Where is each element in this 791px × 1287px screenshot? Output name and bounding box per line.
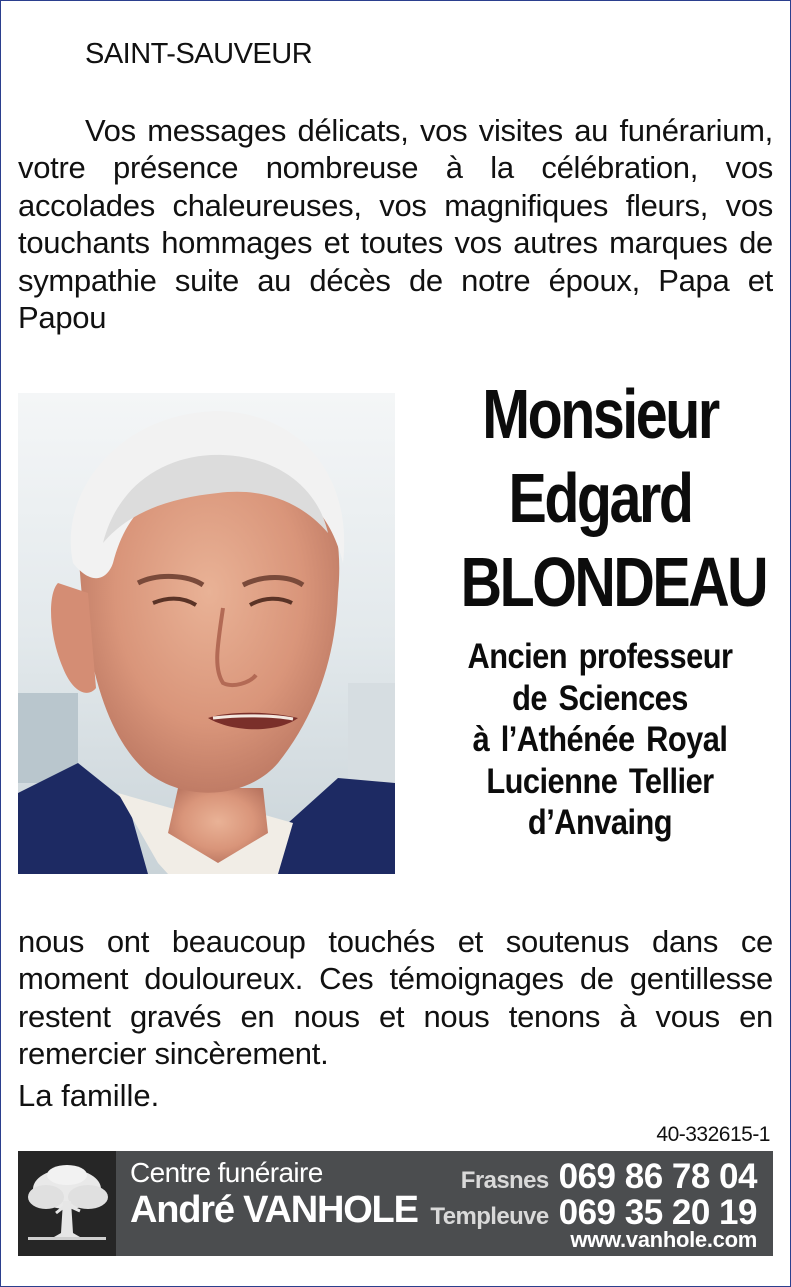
deceased-honorific: Monsieur: [482, 375, 718, 453]
portrait-photo: [18, 393, 395, 874]
closing-paragraph: nous ont beaucoup touchés et soutenus dans ce moment douloureux. Ces témoignages de gentillesse restent gravés en nous et nous tenons à vous en remercier sincèrement.: [18, 924, 773, 1072]
tree-icon: [18, 1151, 116, 1256]
deceased-titles: [430, 636, 770, 844]
deceased-last-name: BLONDEAU: [460, 543, 767, 621]
funeral-home-banner: [18, 1151, 773, 1256]
title-line: Lucienne Tellier: [486, 761, 714, 801]
intro-paragraph: Vos messages délicats, vos visites au funérarium, votre présence nombreuse à la célébration, vos accolades chaleureuses, vos magnifiques fleurs, vos touchants hommages et toutes vos autres marques de sympathie suite au décès de notre époux, Papa et Papou: [18, 113, 773, 336]
title-line: à l’Athénée Royal: [472, 720, 728, 759]
phone-row-frasnes: [461, 1157, 757, 1197]
phone-number[interactable]: 069 86 78 04: [558, 1157, 757, 1196]
phone-number[interactable]: 069 35 20 19: [558, 1193, 757, 1232]
tree-logo: [18, 1151, 116, 1256]
funeral-home-label: Centre funéraire: [130, 1157, 323, 1188]
title-line: d’Anvaing: [527, 803, 673, 842]
reference-number: 40-332615-1: [656, 1123, 770, 1146]
signoff: La famille.: [18, 1078, 160, 1113]
town-heading: SAINT-SAUVEUR: [85, 38, 313, 70]
funeral-home-name: André VANHOLE: [130, 1189, 418, 1231]
phone-city: Frasnes: [460, 1167, 549, 1194]
website-link[interactable]: www.vanhole.com: [570, 1227, 757, 1252]
portrait-illustration: [18, 393, 395, 874]
deceased-name-block: [430, 372, 770, 844]
phone-city: Templeuve: [430, 1203, 549, 1230]
title-line: Ancien professeur: [467, 637, 733, 676]
title-line: de Sciences: [512, 678, 688, 718]
deceased-first-name: Edgard: [508, 459, 692, 537]
